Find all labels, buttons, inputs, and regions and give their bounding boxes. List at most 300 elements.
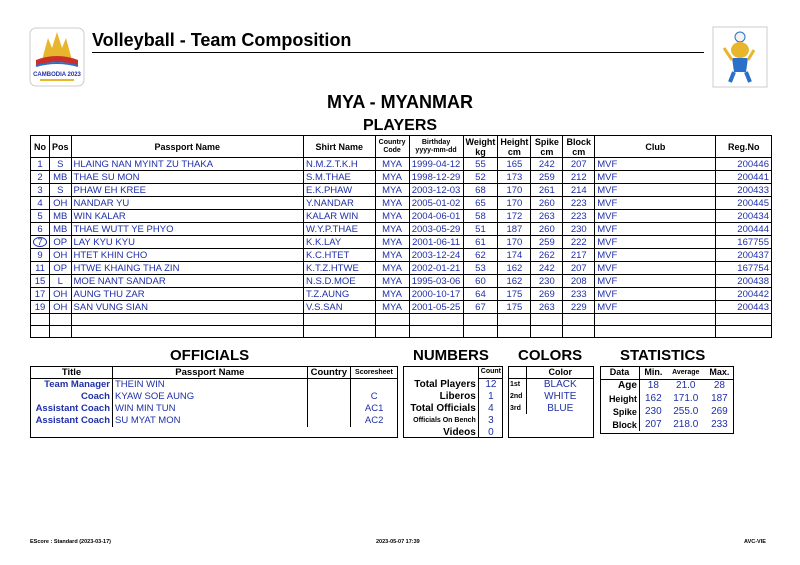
official-country [307, 403, 350, 415]
numbers-row [403, 426, 503, 438]
player-weight: 65 [463, 197, 498, 210]
empty-cell [498, 314, 531, 326]
player-weight: 64 [463, 288, 498, 301]
player-birthday: 2003-12-24 [409, 249, 463, 262]
player-country-code: MYA [375, 236, 409, 249]
player-passport-name: LAY KYU KYU [71, 236, 304, 249]
player-height: 174 [498, 249, 531, 262]
player-number-value: 9 [37, 249, 43, 261]
empty-cell [563, 314, 595, 326]
player-birthday: 2001-05-25 [409, 301, 463, 314]
player-country-code: MYA [375, 158, 409, 171]
player-block: 229 [563, 301, 595, 314]
player-row [31, 210, 772, 223]
player-position: MB [50, 223, 72, 236]
player-row [31, 236, 772, 249]
col-block-line1: Block [566, 136, 591, 147]
player-regno: 200441 [716, 171, 772, 184]
color-row [508, 402, 594, 414]
player-club: MVF [595, 158, 716, 171]
players-table [30, 135, 772, 338]
empty-cell [31, 314, 50, 326]
player-shirt-name: K.T.Z.HTWE [304, 262, 376, 275]
player-height: 170 [498, 184, 531, 197]
player-block: 208 [563, 275, 595, 288]
numbers-body [403, 378, 503, 438]
col-country-code [375, 136, 409, 158]
color-rank: 1st [508, 378, 526, 390]
numbers-label: Total Players [403, 378, 478, 390]
player-birthday: 1998-12-29 [409, 171, 463, 184]
player-position: S [50, 158, 72, 171]
statistics-table [600, 366, 734, 431]
player-shirt-name: K.C.HTET [304, 249, 376, 262]
stat-average: 21.0 [676, 380, 696, 392]
official-name: WIN MIN TUN [113, 403, 308, 415]
player-country-code: MYA [375, 249, 409, 262]
player-shirt-name: Y.NANDAR [304, 197, 376, 210]
col-spike-line2: cm [540, 146, 554, 157]
stat-average: 218.0 [673, 419, 699, 430]
title-rule [92, 52, 704, 53]
statistics-body [600, 379, 734, 431]
player-weight: 52 [463, 171, 498, 184]
footer-code: AVC-VIE [744, 539, 766, 545]
players-header-row [31, 136, 772, 158]
player-row [31, 249, 772, 262]
player-passport-name: PHAW EH KREE [71, 184, 304, 197]
player-spike: 263 [531, 301, 563, 314]
player-shirt-name: KALAR WIN [304, 210, 376, 223]
player-spike: 260 [531, 197, 563, 210]
player-weight: 58 [463, 210, 498, 223]
player-country-code: MYA [375, 275, 409, 288]
player-row [31, 288, 772, 301]
player-block: 214 [563, 184, 595, 197]
empty-cell [409, 314, 463, 326]
player-block: 207 [563, 262, 595, 275]
stat-average: 255.0 [673, 406, 699, 417]
player-number [31, 288, 50, 301]
empty-cell [375, 314, 409, 326]
col-data: Data [600, 366, 639, 379]
player-regno: 200444 [716, 223, 772, 236]
official-country [307, 379, 350, 391]
empty-cell [409, 326, 463, 338]
player-spike: 259 [531, 236, 563, 249]
official-scoresheet: C [370, 391, 378, 402]
statistics-row [600, 392, 734, 405]
cambodia-2023-logo [28, 26, 86, 88]
player-weight: 51 [463, 223, 498, 236]
col-spike-line1: Spike [534, 136, 559, 147]
empty-cell [375, 326, 409, 338]
player-number-value: 15 [34, 275, 46, 287]
player-regno: 200437 [716, 249, 772, 262]
numbers-value: 4 [488, 402, 494, 414]
stat-label: Block [600, 418, 639, 431]
stat-max: 233 [711, 419, 728, 430]
col-official-name: Passport Name [113, 367, 308, 379]
player-number [31, 223, 50, 236]
color-rank: 2nd [508, 390, 526, 402]
player-height: 162 [498, 262, 531, 275]
numbers-value: 0 [488, 426, 494, 438]
player-number [31, 301, 50, 314]
player-row [31, 197, 772, 210]
player-passport-name: HTWE KHAING THA ZIN [71, 262, 304, 275]
statistics-row [600, 405, 734, 418]
team-heading: MYA - MYANMAR [326, 92, 473, 112]
stat-min: 162 [644, 393, 662, 404]
player-height: 187 [498, 223, 531, 236]
mascot-image [712, 26, 768, 88]
player-number [31, 249, 50, 262]
player-weight: 61 [463, 236, 498, 249]
player-shirt-name: W.Y.P.THAE [304, 223, 376, 236]
player-row [31, 275, 772, 288]
col-official-scoresheet: Scoresheet [350, 367, 397, 379]
player-position: L [50, 275, 72, 288]
empty-player-row [31, 314, 772, 326]
empty-cell [716, 314, 772, 326]
footer-timestamp: 2023-05-07 17:39 [376, 539, 420, 545]
player-birthday: 2003-05-29 [409, 223, 463, 236]
statistics-heading: STATISTICS [620, 347, 706, 364]
col-min: Min. [639, 366, 666, 379]
col-height-line1: Height [500, 136, 529, 147]
color-value: BLUE [547, 402, 574, 414]
col-birthday-line1: Birthday [421, 138, 451, 146]
player-block: 207 [563, 158, 595, 171]
player-birthday: 2005-01-02 [409, 197, 463, 210]
player-weight: 67 [463, 301, 498, 314]
empty-cell [50, 314, 72, 326]
officials-header-row [31, 367, 398, 379]
empty-cell [595, 326, 716, 338]
player-shirt-name: S.M.THAE [304, 171, 376, 184]
player-shirt-name: N.S.D.MOE [304, 275, 376, 288]
player-club: MVF [595, 197, 716, 210]
player-regno: 200443 [716, 301, 772, 314]
player-position: MB [50, 171, 72, 184]
footer-software: EScore : Standard (2023-03-17) [30, 539, 112, 545]
stat-max: 187 [711, 393, 728, 404]
colors-body [508, 378, 594, 414]
player-spike: 242 [531, 262, 563, 275]
player-position: OP [50, 262, 72, 275]
player-club: MVF [595, 236, 716, 249]
player-height: 175 [498, 301, 531, 314]
player-passport-name: THAE SU MON [71, 171, 304, 184]
player-club: MVF [595, 184, 716, 197]
color-row [508, 378, 594, 390]
stat-max: 269 [711, 406, 728, 417]
player-height: 165 [498, 158, 531, 171]
col-block [563, 136, 595, 158]
numbers-row [403, 402, 503, 414]
empty-cell [716, 326, 772, 338]
player-block: 223 [563, 210, 595, 223]
col-weight-line1: Weight [465, 136, 496, 147]
col-count: Count [478, 366, 503, 378]
player-country-code: MYA [375, 184, 409, 197]
player-country-code: MYA [375, 262, 409, 275]
numbers-row [403, 378, 503, 390]
player-club: MVF [595, 301, 716, 314]
stat-label: Height [600, 392, 639, 405]
player-number-value: 4 [37, 197, 43, 209]
player-country-code: MYA [375, 210, 409, 223]
player-club: MVF [595, 210, 716, 223]
page-title: Volleyball - Team Composition [92, 30, 352, 50]
player-position: MB [50, 210, 72, 223]
player-passport-name: WIN KALAR [71, 210, 304, 223]
player-row [31, 171, 772, 184]
empty-cell [531, 314, 563, 326]
numbers-label: Officials On Bench [403, 414, 478, 426]
statistics-row [600, 379, 734, 392]
svg-text:CAMBODIA 2023: CAMBODIA 2023 [33, 72, 81, 78]
player-number [31, 184, 50, 197]
col-birthday [409, 136, 463, 158]
empty-cell [50, 326, 72, 338]
player-regno: 200442 [716, 288, 772, 301]
player-height: 162 [498, 275, 531, 288]
player-club: MVF [595, 249, 716, 262]
col-no: No [31, 136, 50, 158]
player-spike: 262 [531, 249, 563, 262]
player-height: 170 [498, 197, 531, 210]
player-number [31, 171, 50, 184]
player-number [31, 236, 50, 249]
player-position: S [50, 184, 72, 197]
colors-header-blank [508, 366, 526, 378]
color-value: WHITE [544, 390, 577, 402]
empty-cell [531, 326, 563, 338]
player-club: MVF [595, 262, 716, 275]
player-row [31, 223, 772, 236]
color-value: BLACK [543, 378, 577, 390]
player-weight: 62 [463, 249, 498, 262]
player-block: 217 [563, 249, 595, 262]
col-average: Average [667, 366, 705, 379]
numbers-table [403, 366, 503, 438]
player-spike: 242 [531, 158, 563, 171]
player-spike: 230 [531, 275, 563, 288]
player-birthday: 1995-03-06 [409, 275, 463, 288]
player-weight: 68 [463, 184, 498, 197]
player-number-value: 1 [37, 158, 43, 170]
player-regno: 200445 [716, 197, 772, 210]
numbers-row [403, 390, 503, 402]
player-shirt-name: V.S.SAN [304, 301, 376, 314]
player-country-code: MYA [375, 288, 409, 301]
player-regno: 200446 [716, 158, 772, 171]
numbers-header-row [403, 366, 503, 378]
player-row [31, 158, 772, 171]
player-country-code: MYA [375, 197, 409, 210]
player-country-code: MYA [375, 171, 409, 184]
player-height: 172 [498, 210, 531, 223]
stat-max: 28 [713, 380, 725, 392]
player-number-value: 11 [35, 262, 45, 274]
official-scoresheet: AC1 [364, 403, 384, 414]
official-row [31, 415, 398, 427]
col-birthday-line2: yyyy-mm-dd [415, 146, 457, 154]
player-passport-name: THAE WUTT YE PHYO [71, 223, 304, 236]
colors-heading: COLORS [518, 347, 583, 364]
officials-table [30, 366, 398, 427]
player-position: OH [50, 197, 72, 210]
players-body [31, 158, 772, 338]
official-country [307, 391, 350, 403]
player-block: 233 [563, 288, 595, 301]
empty-cell [71, 326, 304, 338]
official-scoresheet [350, 379, 397, 391]
col-weight [463, 136, 498, 158]
player-club: MVF [595, 171, 716, 184]
player-spike: 261 [531, 184, 563, 197]
numbers-heading: NUMBERS [413, 347, 489, 364]
player-number-value: 2 [37, 171, 43, 183]
empty-cell [563, 326, 595, 338]
official-row [31, 403, 398, 415]
player-club: MVF [595, 275, 716, 288]
col-club: Club [595, 136, 716, 158]
stat-min: 230 [644, 406, 662, 417]
numbers-label: Liberos [403, 390, 478, 402]
col-country-code-line2: Code [383, 146, 401, 154]
official-row [31, 379, 398, 391]
player-row [31, 262, 772, 275]
col-height [498, 136, 531, 158]
player-birthday: 2004-06-01 [409, 210, 463, 223]
official-title: Coach [31, 391, 113, 403]
player-country-code: MYA [375, 223, 409, 236]
col-regno: Reg.No [716, 136, 772, 158]
player-spike: 259 [531, 171, 563, 184]
numbers-row [403, 414, 503, 426]
numbers-value: 12 [485, 378, 497, 390]
statistics-header-row [600, 366, 734, 379]
stat-min: 207 [644, 419, 662, 430]
player-weight: 55 [463, 158, 498, 171]
col-color: Color [526, 366, 594, 378]
player-passport-name: MOE NANT SANDAR [71, 275, 304, 288]
stat-average: 171.0 [673, 393, 699, 404]
player-passport-name: HLAING NAN MYINT ZU THAKA [71, 158, 304, 171]
colors-header-row [508, 366, 594, 378]
player-birthday: 1999-04-12 [409, 158, 463, 171]
player-spike: 260 [531, 223, 563, 236]
col-pos: Pos [50, 136, 72, 158]
player-number-value: 6 [37, 223, 43, 235]
player-height: 175 [498, 288, 531, 301]
player-shirt-name: T.Z.AUNG [304, 288, 376, 301]
color-rank: 3rd [508, 402, 526, 414]
player-shirt-name: E.K.PHAW [304, 184, 376, 197]
player-block: 223 [563, 197, 595, 210]
player-position: OP [50, 236, 72, 249]
stat-label: Age [600, 379, 639, 392]
official-name: THEIN WIN [113, 379, 308, 391]
player-number-value: 3 [37, 184, 43, 196]
empty-cell [304, 314, 376, 326]
empty-cell [463, 326, 498, 338]
col-passport-name: Passport Name [71, 136, 304, 158]
col-country-code-line1: Country [378, 138, 406, 146]
player-birthday: 2001-06-11 [409, 236, 463, 249]
official-name: KYAW SOE AUNG [113, 391, 308, 403]
col-max: Max. [705, 366, 734, 379]
col-official-country: Country [307, 367, 350, 379]
empty-cell [498, 326, 531, 338]
empty-cell [463, 314, 498, 326]
officials-body [31, 379, 398, 427]
numbers-value: 1 [488, 390, 494, 402]
player-birthday: 2003-12-03 [409, 184, 463, 197]
players-heading: PLAYERS [362, 117, 438, 134]
player-country-code: MYA [375, 301, 409, 314]
player-position: OH [50, 288, 72, 301]
empty-cell [71, 314, 304, 326]
player-regno: 167755 [716, 236, 772, 249]
empty-cell [31, 326, 50, 338]
officials-heading: OFFICIALS [170, 347, 250, 364]
player-row [31, 184, 772, 197]
player-passport-name: AUNG THU ZAR [71, 288, 304, 301]
player-number [31, 197, 50, 210]
player-birthday: 2000-10-17 [409, 288, 463, 301]
official-row [31, 391, 398, 403]
player-height: 170 [498, 236, 531, 249]
player-birthday: 2002-01-21 [409, 262, 463, 275]
col-block-line2: cm [572, 146, 586, 157]
player-weight: 60 [463, 275, 498, 288]
player-spike: 269 [531, 288, 563, 301]
player-number-value: 19 [34, 301, 46, 313]
player-shirt-name: N.M.Z.T.K.H [304, 158, 376, 171]
col-shirt-name: Shirt Name [304, 136, 376, 158]
numbers-label: Videos [403, 426, 478, 438]
player-block: 230 [563, 223, 595, 236]
official-country [307, 415, 350, 427]
player-number [31, 158, 50, 171]
player-spike: 263 [531, 210, 563, 223]
col-official-title: Title [31, 367, 113, 379]
player-club: MVF [595, 223, 716, 236]
official-title: Assistant Coach [31, 403, 113, 415]
player-height: 173 [498, 171, 531, 184]
player-number [31, 210, 50, 223]
player-number-value: 17 [34, 288, 46, 300]
official-scoresheet: AC2 [364, 415, 384, 426]
empty-player-row [31, 326, 772, 338]
statistics-row [600, 418, 734, 431]
player-row [31, 301, 772, 314]
player-number-value: 5 [37, 210, 43, 222]
player-position: OH [50, 249, 72, 262]
player-regno: 167754 [716, 262, 772, 275]
player-position: OH [50, 301, 72, 314]
empty-cell [595, 314, 716, 326]
player-number-value: 7 [33, 237, 47, 247]
official-title: Assistant Coach [31, 415, 113, 427]
col-weight-line2: kg [475, 146, 486, 157]
colors-table [508, 366, 594, 414]
stat-label: Spike [600, 405, 639, 418]
